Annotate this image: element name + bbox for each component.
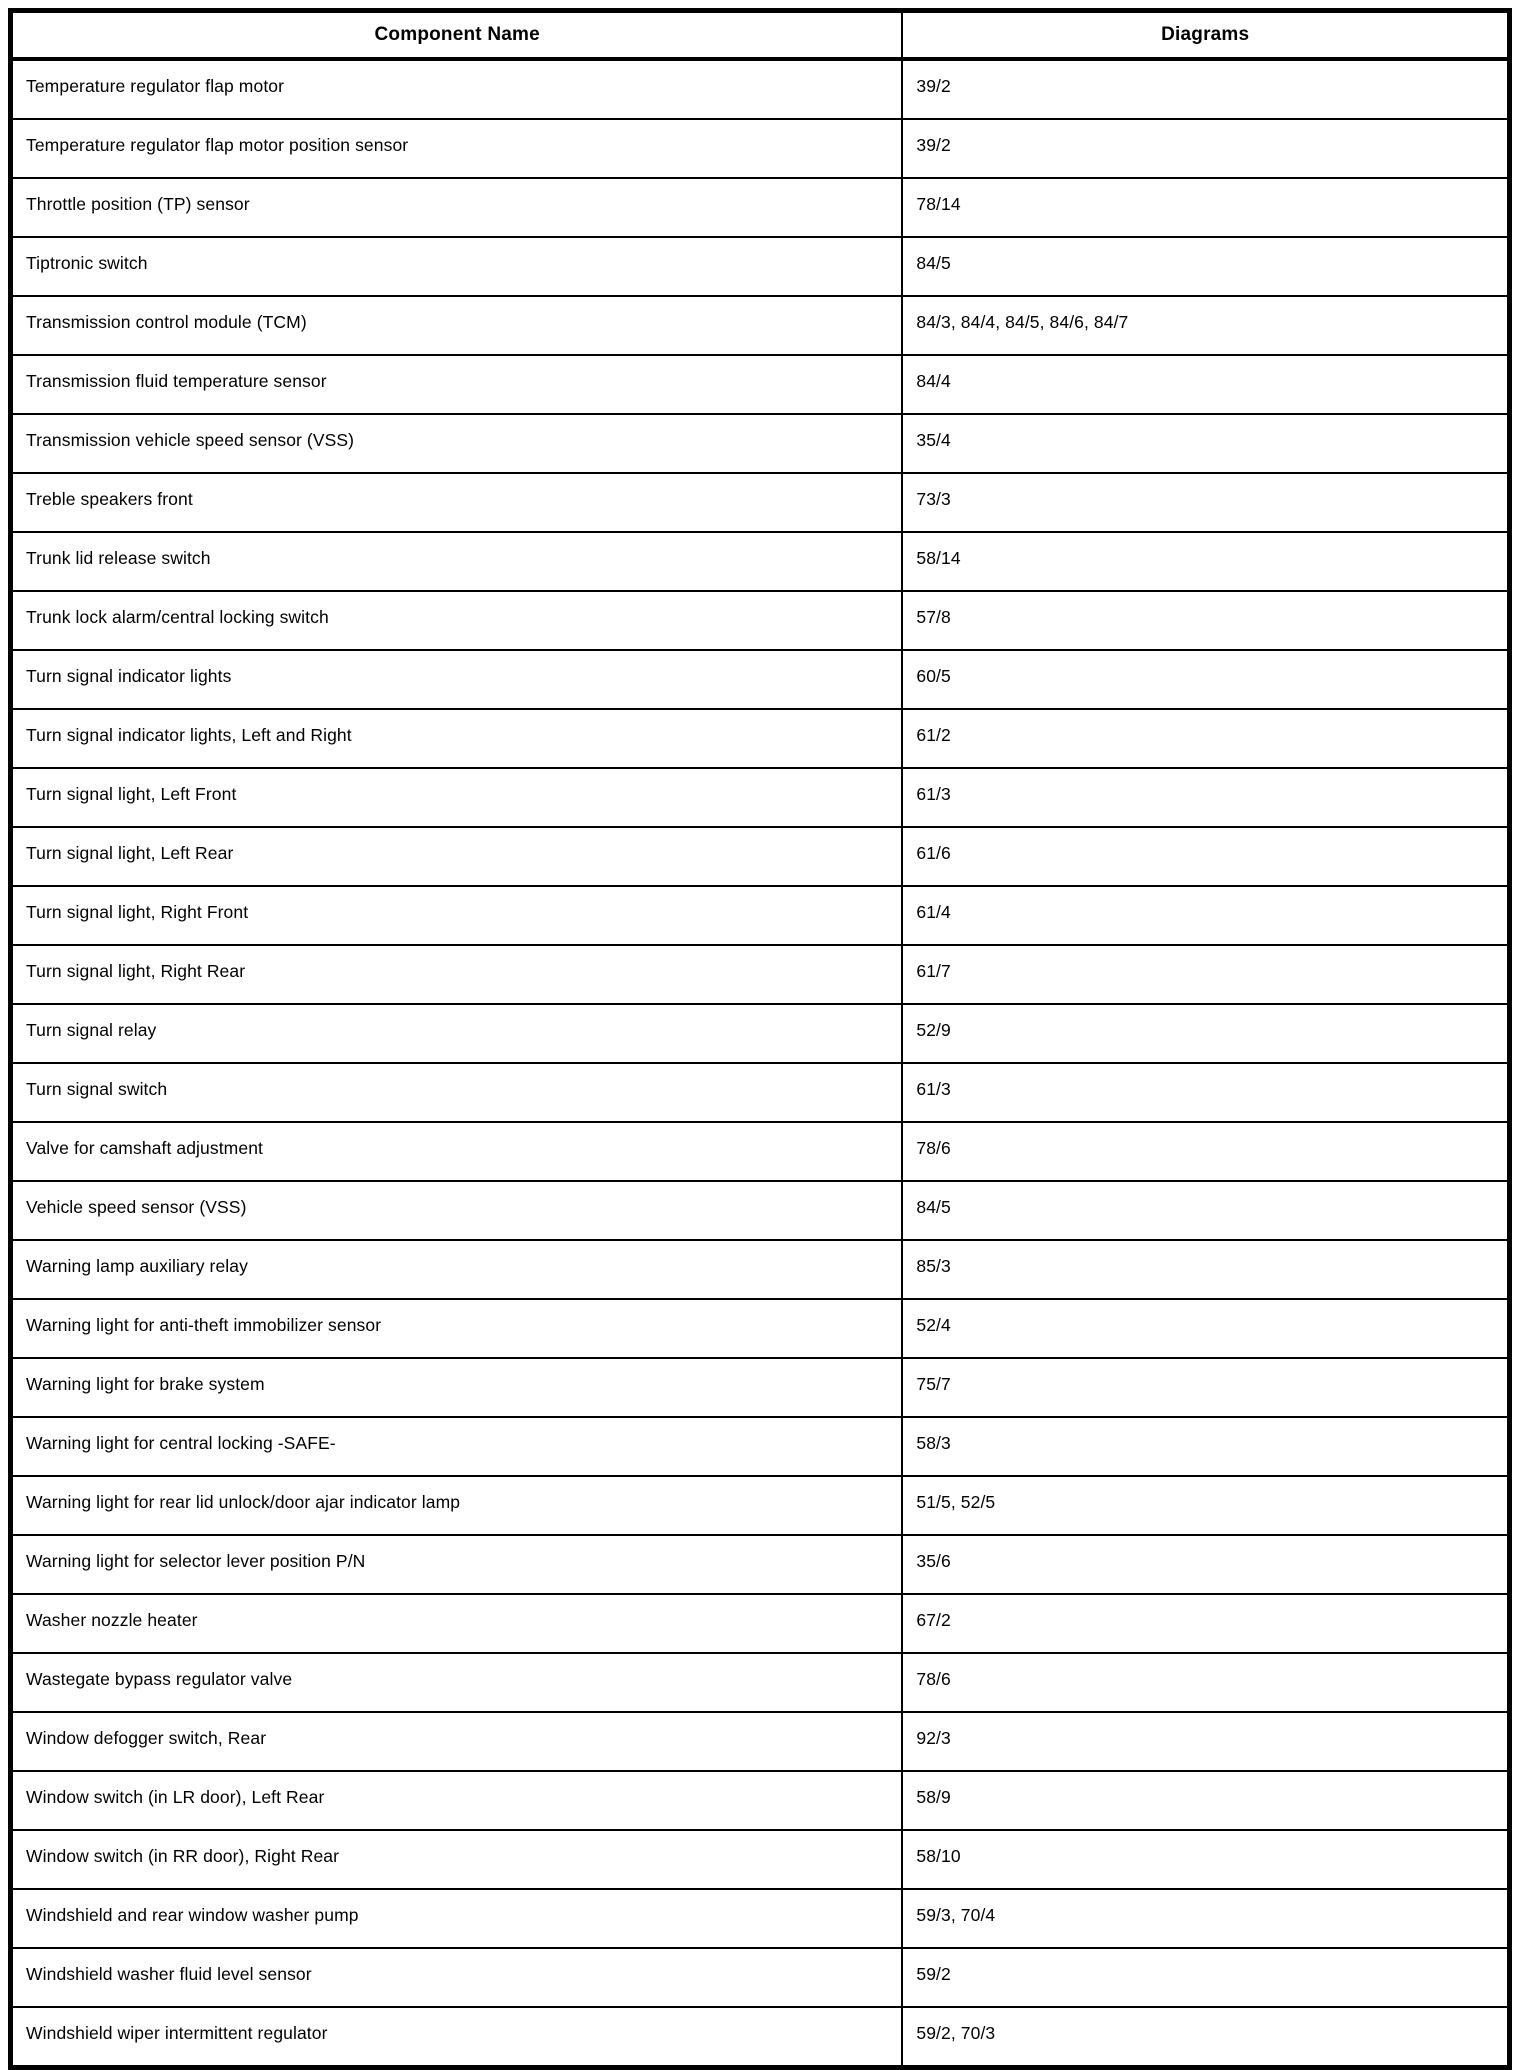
- diagrams-cell: 73/3: [902, 473, 1509, 532]
- component-name-cell: Tiptronic switch: [11, 237, 903, 296]
- component-name-cell: Windshield washer fluid level sensor: [11, 1948, 903, 2007]
- diagrams-cell: 52/9: [902, 1004, 1509, 1063]
- component-name-cell: Valve for camshaft adjustment: [11, 1122, 903, 1181]
- diagrams-cell: 58/9: [902, 1771, 1509, 1830]
- component-name-cell: Turn signal indicator lights: [11, 650, 903, 709]
- table-row: [11, 709, 1510, 768]
- component-name-cell: Transmission vehicle speed sensor (VSS): [11, 414, 903, 473]
- component-name-cell: Trunk lid release switch: [11, 532, 903, 591]
- table-body: [11, 59, 1510, 2068]
- diagrams-cell: 78/6: [902, 1122, 1509, 1181]
- component-name-cell: Warning lamp auxiliary relay: [11, 1240, 903, 1299]
- table-row: [11, 650, 1510, 709]
- component-diagram-table: [8, 8, 1512, 2070]
- component-name-cell: Turn signal switch: [11, 1063, 903, 1122]
- diagrams-cell: 75/7: [902, 1358, 1509, 1417]
- table-row: [11, 1535, 1510, 1594]
- component-name-cell: Vehicle speed sensor (VSS): [11, 1181, 903, 1240]
- component-name-cell: Transmission control module (TCM): [11, 296, 903, 355]
- table-row: [11, 2007, 1510, 2068]
- header-row: [11, 11, 1510, 60]
- table-row: [11, 1771, 1510, 1830]
- table-row: [11, 414, 1510, 473]
- table-row: [11, 1181, 1510, 1240]
- component-name-cell: Warning light for central locking -SAFE-: [11, 1417, 903, 1476]
- table-row: [11, 355, 1510, 414]
- diagrams-cell: 61/7: [902, 945, 1509, 1004]
- table-row: [11, 296, 1510, 355]
- table-row: [11, 1653, 1510, 1712]
- table-row: [11, 1830, 1510, 1889]
- component-name-cell: Turn signal indicator lights, Left and Right: [11, 709, 903, 768]
- table-row: [11, 1004, 1510, 1063]
- component-name-cell: Washer nozzle heater: [11, 1594, 903, 1653]
- diagrams-cell: 59/3, 70/4: [902, 1889, 1509, 1948]
- component-name-cell: Warning light for anti-theft immobilizer sensor: [11, 1299, 903, 1358]
- diagrams-cell: 58/14: [902, 532, 1509, 591]
- component-name-cell: Window switch (in LR door), Left Rear: [11, 1771, 903, 1830]
- table-row: [11, 1476, 1510, 1535]
- table-row: [11, 1122, 1510, 1181]
- diagrams-cell: 92/3: [902, 1712, 1509, 1771]
- diagrams-cell: 61/2: [902, 709, 1509, 768]
- diagrams-cell: 60/5: [902, 650, 1509, 709]
- component-name-cell: Trunk lock alarm/central locking switch: [11, 591, 903, 650]
- component-name-cell: Temperature regulator flap motor position sensor: [11, 119, 903, 178]
- component-name-cell: Treble speakers front: [11, 473, 903, 532]
- component-name-cell: Turn signal light, Left Rear: [11, 827, 903, 886]
- diagrams-cell: 61/3: [902, 768, 1509, 827]
- component-name-cell: Warning light for rear lid unlock/door ajar indicator lamp: [11, 1476, 903, 1535]
- table-row: [11, 1712, 1510, 1771]
- table-row: [11, 827, 1510, 886]
- component-name-cell: Warning light for selector lever position P/N: [11, 1535, 903, 1594]
- table-header: [11, 11, 1510, 60]
- table-row: [11, 886, 1510, 945]
- diagrams-cell: 59/2: [902, 1948, 1509, 2007]
- component-name-cell: Window switch (in RR door), Right Rear: [11, 1830, 903, 1889]
- diagrams-cell: 58/10: [902, 1830, 1509, 1889]
- table-row: [11, 1889, 1510, 1948]
- diagrams-cell: 59/2, 70/3: [902, 2007, 1509, 2068]
- table-row: [11, 1358, 1510, 1417]
- component-name-cell: Windshield and rear window washer pump: [11, 1889, 903, 1948]
- diagrams-cell: 78/14: [902, 178, 1509, 237]
- table-row: [11, 1417, 1510, 1476]
- component-name-cell: Turn signal light, Right Rear: [11, 945, 903, 1004]
- diagrams-cell: 84/3, 84/4, 84/5, 84/6, 84/7: [902, 296, 1509, 355]
- diagrams-cell: 61/4: [902, 886, 1509, 945]
- diagrams-column-header: Diagrams: [902, 11, 1509, 60]
- table-row: [11, 945, 1510, 1004]
- component-name-cell: Temperature regulator flap motor: [11, 59, 903, 119]
- table-row: [11, 473, 1510, 532]
- component-name-column-header: Component Name: [11, 11, 903, 60]
- table-row: [11, 1594, 1510, 1653]
- diagrams-cell: 84/5: [902, 237, 1509, 296]
- diagrams-cell: 52/4: [902, 1299, 1509, 1358]
- diagrams-cell: 58/3: [902, 1417, 1509, 1476]
- diagrams-cell: 35/6: [902, 1535, 1509, 1594]
- component-name-cell: Turn signal relay: [11, 1004, 903, 1063]
- table-row: [11, 237, 1510, 296]
- table-row: [11, 591, 1510, 650]
- table-row: [11, 532, 1510, 591]
- table-row: [11, 1948, 1510, 2007]
- component-name-cell: Turn signal light, Left Front: [11, 768, 903, 827]
- component-name-cell: Transmission fluid temperature sensor: [11, 355, 903, 414]
- table-row: [11, 1240, 1510, 1299]
- diagrams-cell: 39/2: [902, 119, 1509, 178]
- component-name-cell: Windshield wiper intermittent regulator: [11, 2007, 903, 2068]
- table-row: [11, 768, 1510, 827]
- diagrams-cell: 61/6: [902, 827, 1509, 886]
- diagrams-cell: 78/6: [902, 1653, 1509, 1712]
- table-row: [11, 1063, 1510, 1122]
- component-name-cell: Throttle position (TP) sensor: [11, 178, 903, 237]
- diagrams-cell: 84/4: [902, 355, 1509, 414]
- table-row: [11, 178, 1510, 237]
- diagrams-cell: 84/5: [902, 1181, 1509, 1240]
- diagrams-cell: 39/2: [902, 59, 1509, 119]
- component-name-cell: Warning light for brake system: [11, 1358, 903, 1417]
- diagrams-cell: 67/2: [902, 1594, 1509, 1653]
- component-name-cell: Turn signal light, Right Front: [11, 886, 903, 945]
- table-row: [11, 59, 1510, 119]
- diagrams-cell: 35/4: [902, 414, 1509, 473]
- diagrams-cell: 85/3: [902, 1240, 1509, 1299]
- table-row: [11, 1299, 1510, 1358]
- diagrams-cell: 57/8: [902, 591, 1509, 650]
- diagrams-cell: 61/3: [902, 1063, 1509, 1122]
- table-row: [11, 119, 1510, 178]
- component-name-cell: Window defogger switch, Rear: [11, 1712, 903, 1771]
- component-name-cell: Wastegate bypass regulator valve: [11, 1653, 903, 1712]
- diagrams-cell: 51/5, 52/5: [902, 1476, 1509, 1535]
